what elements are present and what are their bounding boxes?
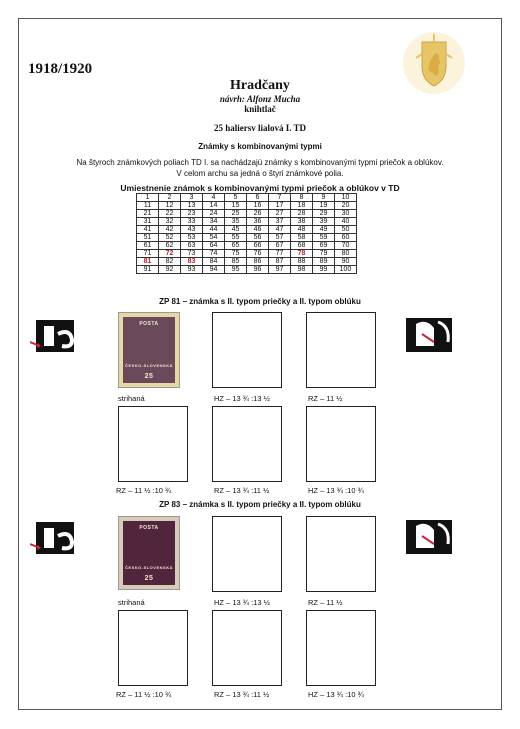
table-cell: 29 [313, 210, 335, 218]
table-cell: 100 [335, 266, 357, 274]
table-cell: 95 [225, 266, 247, 274]
caption-zp81-6: HZ – 13 ¾ :10 ¾ [308, 486, 364, 495]
table-cell: 51 [137, 234, 159, 242]
table-cell: 69 [313, 242, 335, 250]
table-cell: 85 [225, 258, 247, 266]
table-cell: 13 [181, 202, 203, 210]
table-row [137, 210, 357, 218]
table-cell: 98 [291, 266, 313, 274]
table-cell: 97 [269, 266, 291, 274]
stamp-slot-zp83-2 [212, 516, 282, 592]
table-row [137, 218, 357, 226]
table-cell: 33 [181, 218, 203, 226]
stamp-value: 25 [144, 575, 154, 582]
table-cell: 50 [335, 226, 357, 234]
table-cell: 5 [225, 194, 247, 202]
table-row [137, 242, 357, 250]
stamp-value-title: 25 haliersv lialová I. TD [213, 123, 307, 133]
table-cell: 28 [291, 210, 313, 218]
table-cell: 30 [335, 210, 357, 218]
table-cell: 22 [159, 210, 181, 218]
table-cell: 44 [203, 226, 225, 234]
stamp-label-top: POSTA [139, 525, 159, 531]
table-cell: 78 [291, 250, 313, 258]
table-cell: 17 [269, 202, 291, 210]
table-cell: 32 [159, 218, 181, 226]
table-cell: 90 [335, 258, 357, 266]
position-table [136, 193, 357, 274]
table-cell: 91 [137, 266, 159, 274]
stamp-slot-zp83-3 [306, 516, 376, 592]
table-cell: 60 [335, 234, 357, 242]
table-cell: 39 [313, 218, 335, 226]
stamp-slot-zp81-6 [306, 406, 376, 482]
table-cell: 70 [335, 242, 357, 250]
table-cell: 84 [203, 258, 225, 266]
table-cell: 59 [313, 234, 335, 242]
caption-zp81-1: strihaná [118, 394, 145, 403]
table-cell: 81 [137, 258, 159, 266]
table-cell: 12 [159, 202, 181, 210]
table-cell: 47 [269, 226, 291, 234]
stamp-label-bottom: ČESKO-SLOVENSKÁ [125, 565, 173, 570]
type-detail-illustration-icon [30, 514, 82, 560]
section-heading: Známky s kombinovanými typmi [198, 142, 322, 151]
year-range: 1918/1920 [28, 61, 93, 77]
table-cell: 96 [247, 266, 269, 274]
table-cell: 26 [247, 210, 269, 218]
table-cell: 74 [203, 250, 225, 258]
table-cell: 27 [269, 210, 291, 218]
table-cell: 63 [181, 242, 203, 250]
table-cell: 79 [313, 250, 335, 258]
series-title: Hradčany [230, 78, 290, 93]
table-cell: 76 [247, 250, 269, 258]
table-cell: 46 [247, 226, 269, 234]
caption-zp83-3: RZ – 11 ½ [308, 598, 343, 607]
table-cell: 55 [225, 234, 247, 242]
table-cell: 62 [159, 242, 181, 250]
table-cell: 87 [269, 258, 291, 266]
table-cell: 37 [269, 218, 291, 226]
stamp-zp83 [118, 516, 180, 590]
table-cell: 3 [181, 194, 203, 202]
intro-text [0, 157, 520, 179]
table-cell: 40 [335, 218, 357, 226]
stamp-slot-zp81-4 [118, 406, 188, 482]
table-row [137, 234, 357, 242]
stamp-value: 25 [144, 373, 154, 380]
table-cell: 48 [291, 226, 313, 234]
type-detail-illustration-icon [404, 312, 456, 358]
caption-zp83-6: HZ – 13 ¾ :10 ¾ [308, 690, 364, 699]
caption-zp83-2: HZ – 13 ¾ :13 ½ [214, 598, 270, 607]
caption-zp83-1: strihaná [118, 598, 145, 607]
table-cell: 66 [247, 242, 269, 250]
stamp-slot-zp81-2 [212, 312, 282, 388]
table-cell: 45 [225, 226, 247, 234]
table-cell: 54 [203, 234, 225, 242]
table-cell: 58 [291, 234, 313, 242]
stamp-slot-zp83-6 [306, 610, 376, 686]
table-cell: 41 [137, 226, 159, 234]
table-cell: 24 [203, 210, 225, 218]
table-cell: 25 [225, 210, 247, 218]
table-cell: 68 [291, 242, 313, 250]
table-cell: 65 [225, 242, 247, 250]
stamp-slot-zp81-3 [306, 312, 376, 388]
stamp-zp81 [118, 312, 180, 388]
table-cell: 71 [137, 250, 159, 258]
table-cell: 1 [137, 194, 159, 202]
table-cell: 38 [291, 218, 313, 226]
table-cell: 15 [225, 202, 247, 210]
table-cell: 53 [181, 234, 203, 242]
printing-method: knihtlač [244, 104, 276, 114]
table-cell: 31 [137, 218, 159, 226]
table-row [137, 266, 357, 274]
table-row [137, 194, 357, 202]
section-heading-zp81: ZP 81 – známka s II. typom priečky a II. typom oblúku [159, 297, 361, 306]
table-cell: 18 [291, 202, 313, 210]
table-cell: 61 [137, 242, 159, 250]
table-cell: 34 [203, 218, 225, 226]
table-cell: 64 [203, 242, 225, 250]
table-cell: 56 [247, 234, 269, 242]
table-cell: 36 [247, 218, 269, 226]
table-cell: 6 [247, 194, 269, 202]
intro-line-1: Na štyroch známkových poliach TD I. sa nachádzajú známky s kombinovanými typmi priečok a oblúkov. [76, 158, 444, 167]
caption-zp81-3: RZ – 11 ½ [308, 394, 343, 403]
table-cell: 75 [225, 250, 247, 258]
table-cell: 52 [159, 234, 181, 242]
table-row [137, 258, 357, 266]
caption-zp83-4: RZ – 11 ½ :10 ¾ [116, 690, 172, 699]
table-row [137, 226, 357, 234]
table-cell: 67 [269, 242, 291, 250]
table-cell: 49 [313, 226, 335, 234]
stamp-label-top: POSTA [139, 321, 159, 327]
table-cell: 89 [313, 258, 335, 266]
caption-zp83-5: RZ – 13 ¾ :11 ½ [214, 690, 270, 699]
table-cell: 10 [335, 194, 357, 202]
table-cell: 83 [181, 258, 203, 266]
stamp-slot-zp81-5 [212, 406, 282, 482]
table-cell: 19 [313, 202, 335, 210]
stamp-slot-zp83-4 [118, 610, 188, 686]
table-cell: 80 [335, 250, 357, 258]
table-cell: 21 [137, 210, 159, 218]
table-cell: 77 [269, 250, 291, 258]
stamp-slot-zp83-5 [212, 610, 282, 686]
table-cell: 93 [181, 266, 203, 274]
table-cell: 2 [159, 194, 181, 202]
table-cell: 72 [159, 250, 181, 258]
intro-line-2: V celom archu sa jedná o štyri známkové polia. [176, 169, 344, 178]
table-cell: 20 [335, 202, 357, 210]
table-cell: 86 [247, 258, 269, 266]
table-row [137, 202, 357, 210]
table-cell: 42 [159, 226, 181, 234]
table-cell: 14 [203, 202, 225, 210]
caption-zp81-5: RZ – 13 ¾ :11 ½ [214, 486, 270, 495]
table-cell: 35 [225, 218, 247, 226]
table-cell: 4 [203, 194, 225, 202]
design-credit: návrh: Alfonz Mucha [219, 94, 301, 104]
table-title: Umiestnenie známok s kombinovanými typmi priečok a oblúkov v TD [120, 183, 400, 193]
table-cell: 92 [159, 266, 181, 274]
caption-zp81-2: HZ – 13 ¾ :13 ½ [214, 394, 270, 403]
table-cell: 43 [181, 226, 203, 234]
type-detail-illustration-icon [404, 514, 456, 560]
caption-zp81-4: RZ – 11 ½ :10 ¾ [116, 486, 172, 495]
table-cell: 9 [313, 194, 335, 202]
table-cell: 11 [137, 202, 159, 210]
table-cell: 8 [291, 194, 313, 202]
stamp-label-bottom: ČESKO-SLOVENSKÁ [125, 363, 173, 368]
table-cell: 16 [247, 202, 269, 210]
table-cell: 94 [203, 266, 225, 274]
table-cell: 82 [159, 258, 181, 266]
table-cell: 99 [313, 266, 335, 274]
table-cell: 88 [291, 258, 313, 266]
table-cell: 57 [269, 234, 291, 242]
table-cell: 73 [181, 250, 203, 258]
type-detail-illustration-icon [30, 312, 82, 358]
table-row [137, 250, 357, 258]
table-cell: 7 [269, 194, 291, 202]
table-cell: 23 [181, 210, 203, 218]
section-heading-zp83: ZP 83 – známka s II. typom priečky a II. typom oblúku [159, 500, 361, 509]
